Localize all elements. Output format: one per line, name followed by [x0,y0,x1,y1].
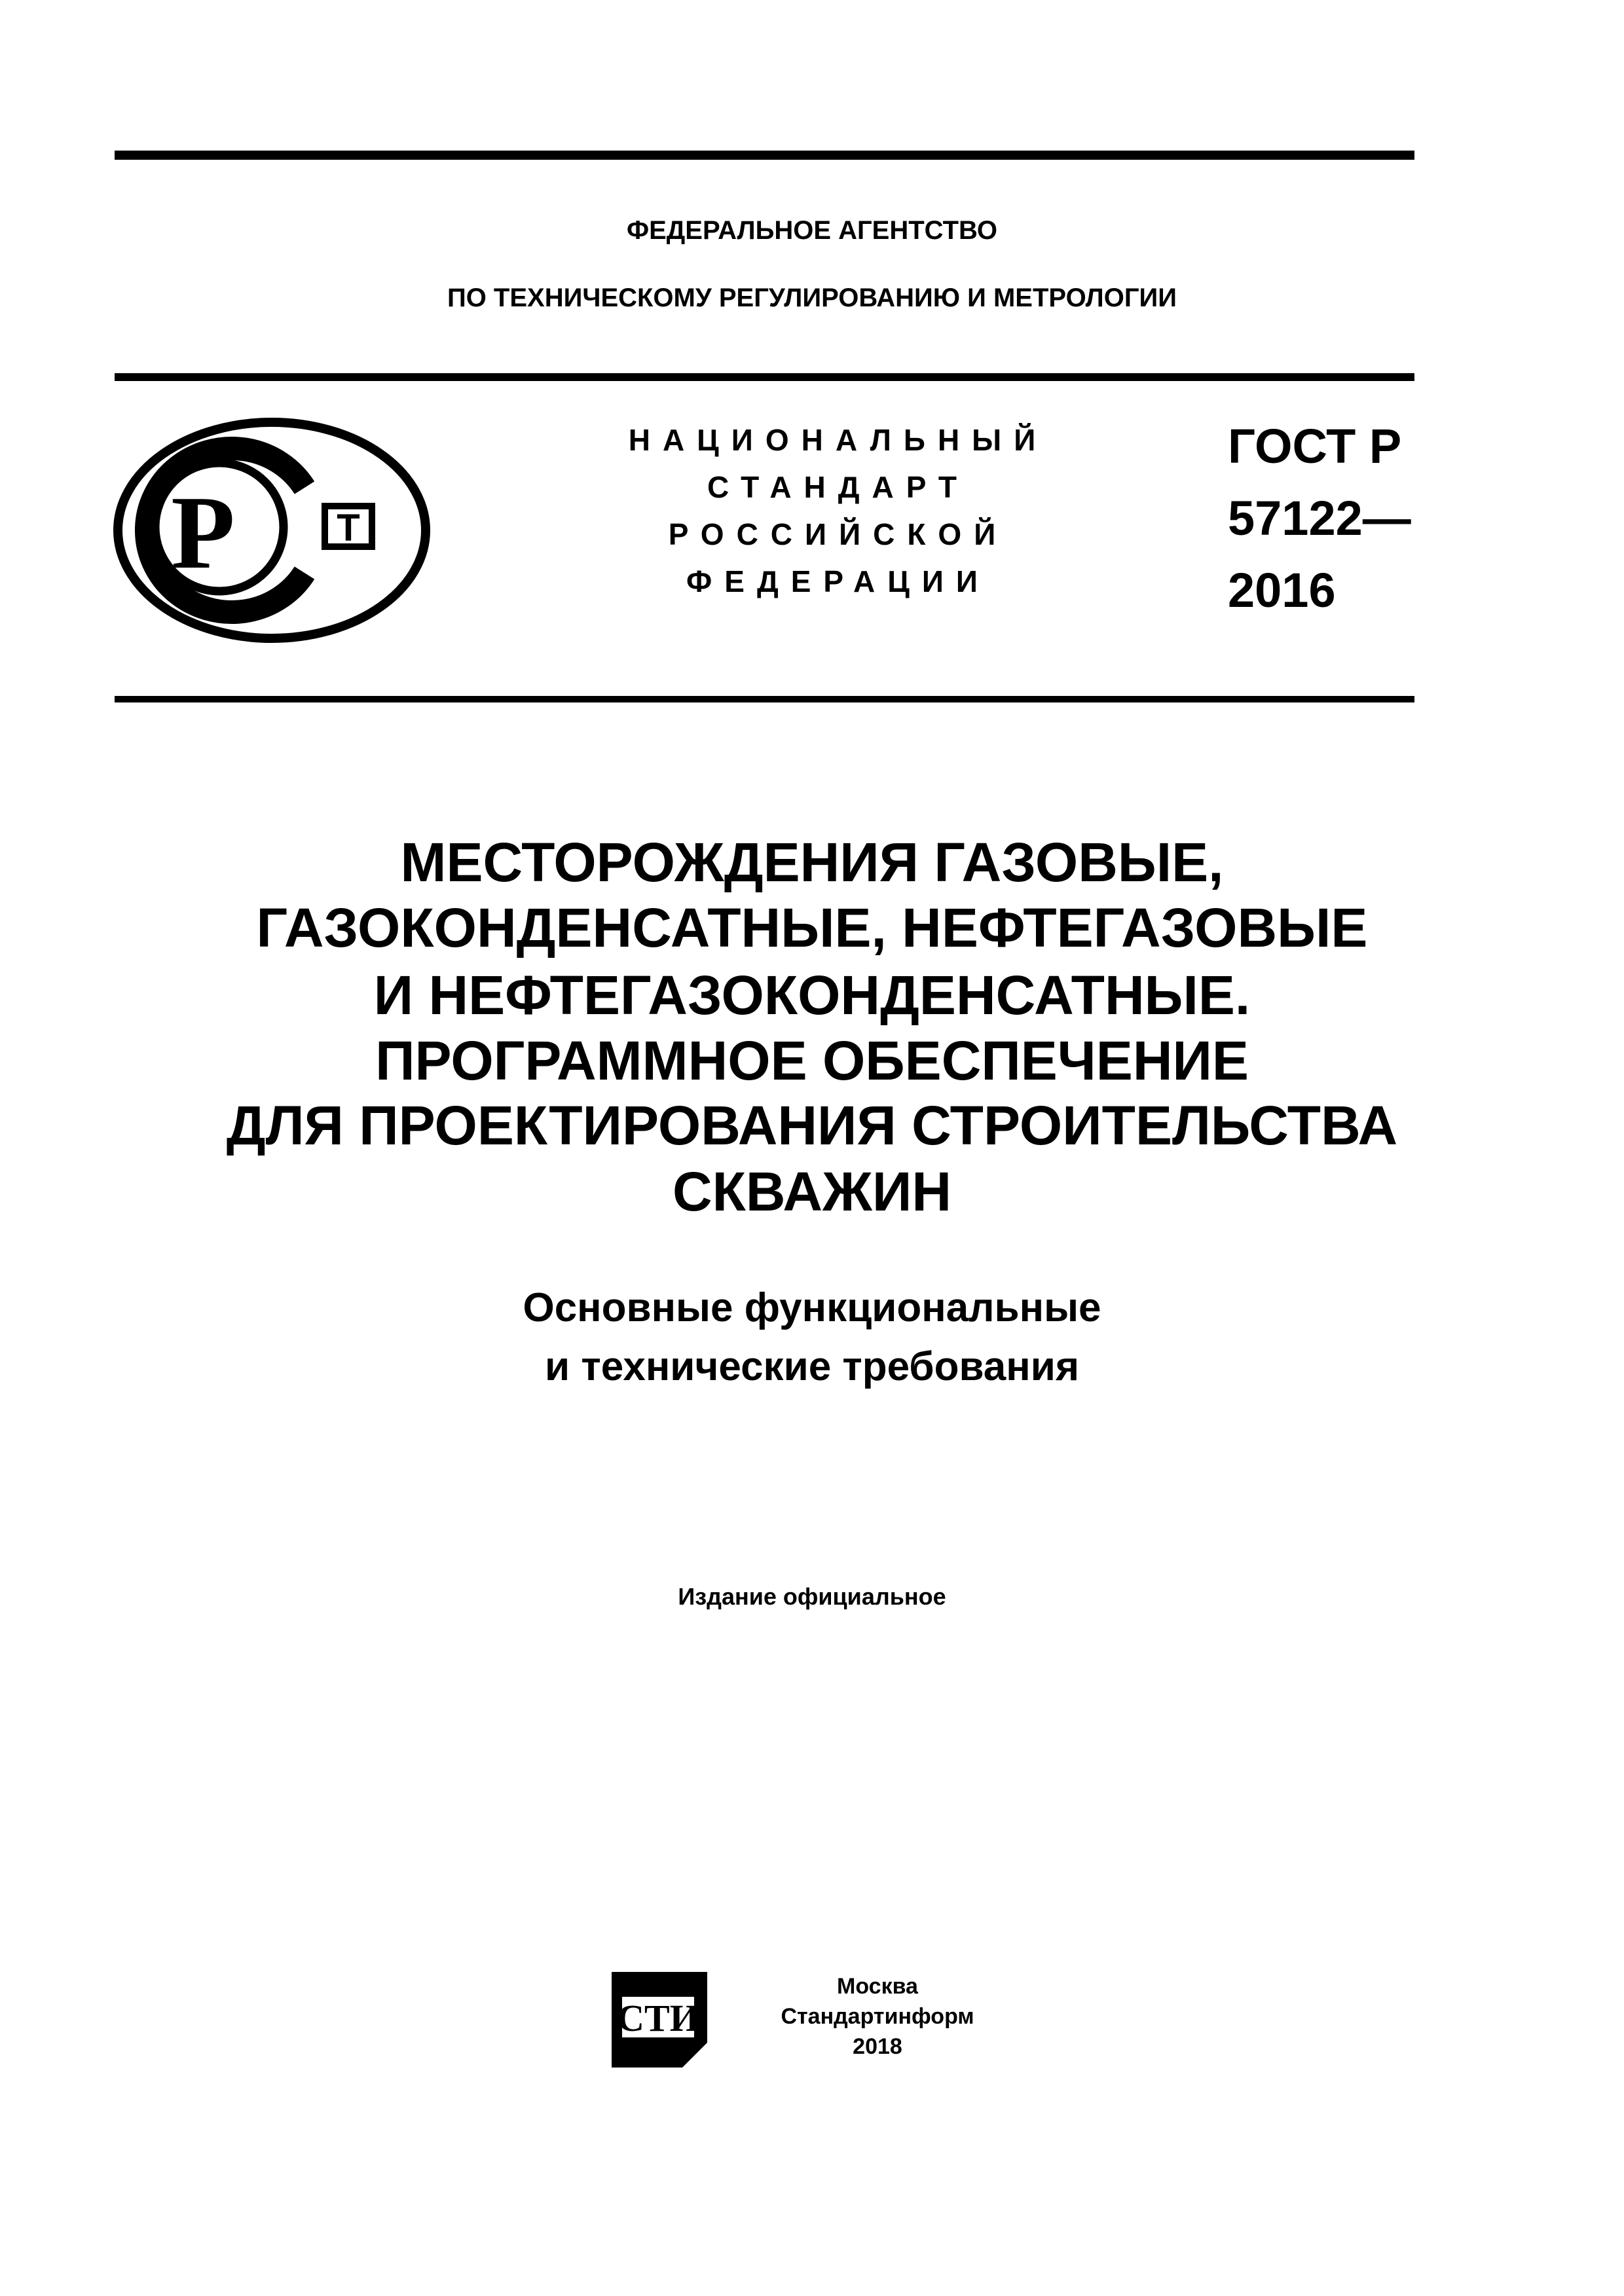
publisher-logo-text: СТИ [617,1997,699,2039]
title-line-1: МЕСТОРОЖДЕНИЯ ГАЗОВЫЕ, [400,831,1224,893]
masthead-bottom-rule [115,696,1414,702]
rst-mark-letter-p: Р [171,474,235,591]
edition-note: Издание официальное [678,1583,946,1610]
title-line-6: СКВАЖИН [672,1161,952,1222]
title-line-5: ДЛЯ ПРОЕКТИРОВАНИЯ СТРОИТЕЛЬСТВА [226,1095,1398,1156]
top-rule [115,151,1414,160]
header-rule [115,373,1414,381]
rst-mark-icon [111,416,432,645]
designation-line-1: ГОСТ Р [1228,419,1402,473]
subtitle-line-2: и технические требования [545,1344,1079,1389]
title-line-4: ПРОГРАММНОЕ ОБЕСПЕЧЕНИЕ [375,1030,1249,1091]
standard-kind-line-3: РОССИЙСКОЙ [668,517,1008,551]
rst-mark-letter-t: Т [337,507,360,549]
publisher-year: 2018 [853,2034,902,2059]
standartinform-logo-icon [610,1971,709,2069]
agency-line-2: ПО ТЕХНИЧЕСКОМУ РЕГУЛИРОВАНИЮ И МЕТРОЛОГИИ [447,283,1177,312]
title-line-2: ГАЗОКОНДЕНСАТНЫЕ, НЕФТЕГАЗОВЫЕ [256,897,1368,958]
publisher-name: Стандартинформ [781,2004,974,2029]
designation-line-2: 57122— [1228,491,1411,545]
standard-kind-line-4: ФЕДЕРАЦИИ [686,564,990,598]
agency-line-1: ФЕДЕРАЛЬНОЕ АГЕНТСТВО [626,216,998,245]
subtitle-line-1: Основные функциональные [523,1285,1101,1330]
designation-line-3: 2016 [1228,563,1336,617]
title-line-3: И НЕФТЕГАЗОКОНДЕНСАТНЫЕ. [373,964,1251,1026]
standard-kind-line-2: СТАНДАРТ [707,470,969,504]
publisher-city: Москва [837,1974,918,1999]
standard-kind-line-1: НАЦИОНАЛЬНЫЙ [628,423,1048,457]
